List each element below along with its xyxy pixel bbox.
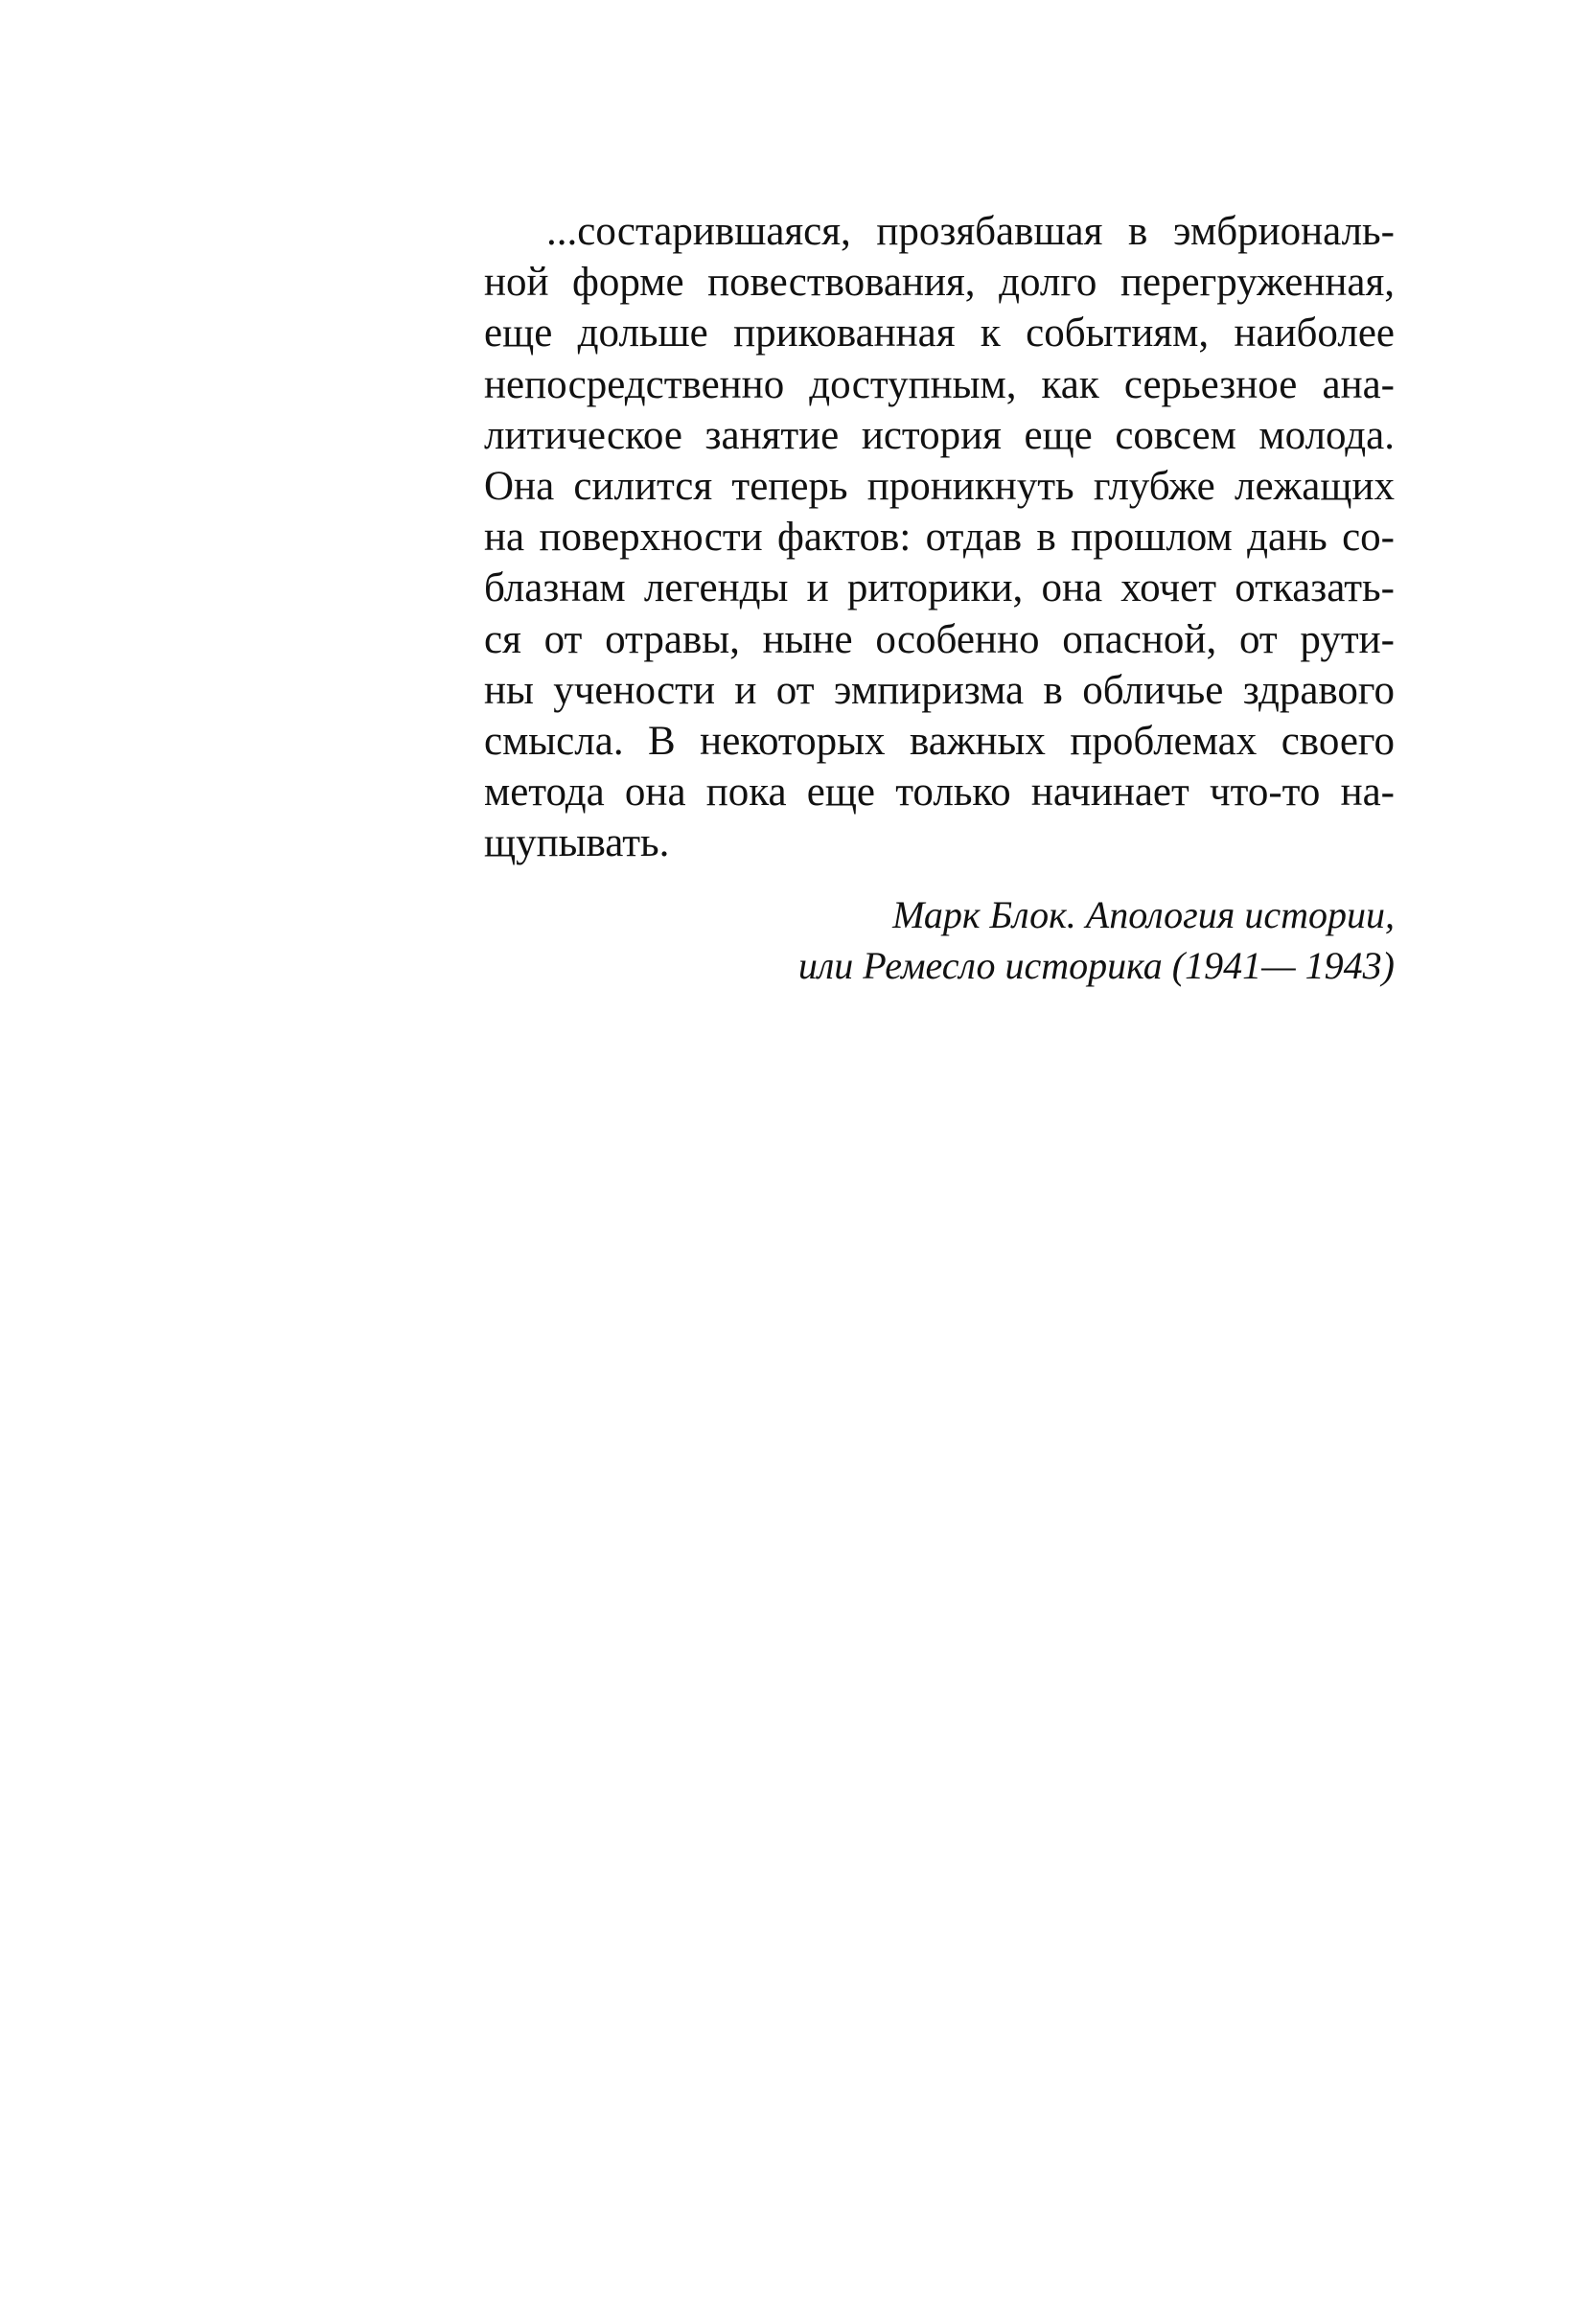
quote-line: непосредственно доступным, как серьезное ана- xyxy=(484,361,1395,407)
quote-line: блазнам легенды и риторики, она хочет отказать- xyxy=(484,565,1395,611)
quote-line: щупывать. xyxy=(484,820,670,866)
quote-line: ...состарившаяся, прозябавшая в эмбриональ- xyxy=(546,209,1395,254)
quote-line: на поверхности фактов: отдав в прошлом дань со- xyxy=(484,515,1395,561)
quote-line: еще дольше прикованная к событиям, наиболее xyxy=(484,311,1395,357)
attribution-subtitle-years: или Ремесло историка (1941— 1943) xyxy=(797,944,1395,988)
epigraph-quote xyxy=(484,206,1395,868)
quote-line: ся от отравы, ныне особенно опасной, от рути- xyxy=(484,616,1395,662)
quote-line: Она силится теперь проникнуть глубже лежащих xyxy=(484,463,1395,509)
quote-line: метода она пока еще только начинает что-то на- xyxy=(484,770,1395,816)
attribution-author-title: Марк Блок. Апология истории, xyxy=(892,893,1395,937)
epigraph xyxy=(484,206,1395,991)
quote-line: смысла. В некоторых важных проблемах своего xyxy=(484,718,1395,764)
quote-line: ной форме повествования, долго перегруженная, xyxy=(484,260,1395,306)
quote-line: литическое занятие история еще совсем молода. xyxy=(484,412,1395,458)
epigraph-attribution xyxy=(484,889,1395,991)
quote-line: ны учености и от эмпиризма в обличье здравого xyxy=(484,667,1395,713)
